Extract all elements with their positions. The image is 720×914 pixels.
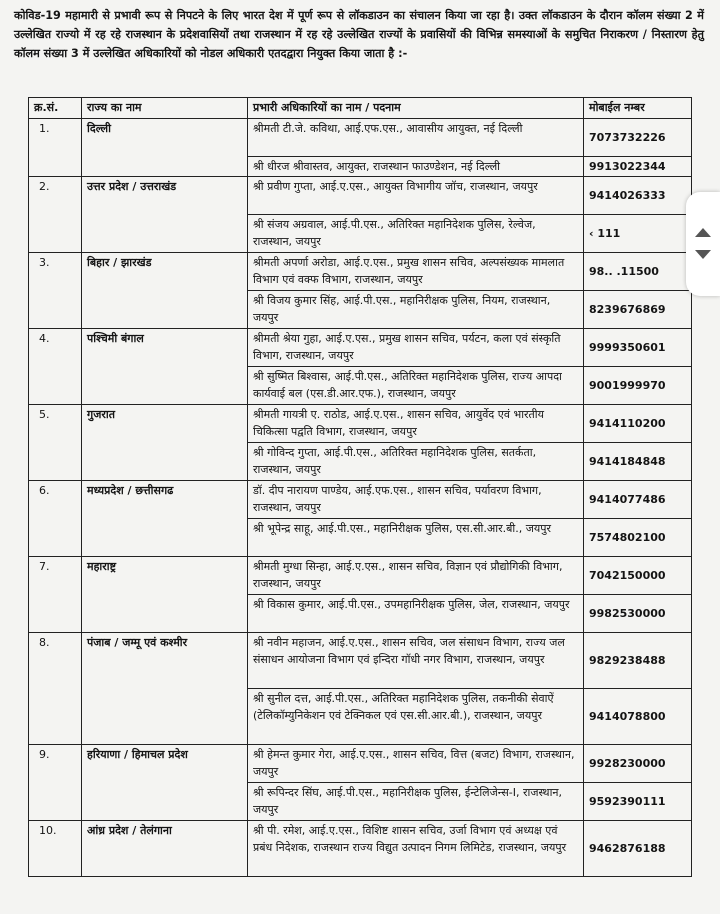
nodal-officers-table xyxy=(28,97,692,877)
officer-cell: श्री भूपेन्द्र साहू, आई.पी.एस., महानिरीक्षक पुलिस, एस.सी.आर.बी., जयपुर xyxy=(248,519,584,557)
state-name-cell: उत्तर प्रदेश / उत्तराखंड xyxy=(82,177,248,253)
serial-number-cell: 3. xyxy=(29,253,82,329)
header-officer: प्रभारी अधिकारियों का नाम / पदनाम xyxy=(248,98,584,119)
officer-cell: श्री संजय अग्रवाल, आई.पी.एस., अतिरिक्त महानिदेशक पुलिस, रेल्वेज, राजस्थान, जयपुर xyxy=(248,215,584,253)
header-mobile: मोबाईल नम्बर xyxy=(584,98,692,119)
officer-cell: श्रीमती श्रेया गुहा, आई.ए.एस., प्रमुख शासन सचिव, पर्यटन, कला एवं संस्कृति विभाग, राजस्थान, जयपुर xyxy=(248,329,584,367)
officer-cell: श्रीमती अपर्णा अरोडा, आई.ए.एस., प्रमुख शासन सचिव, अल्पसंख्यक मामलात विभाग एवं वक्फ विभाग, राजस्थान, जयपुर xyxy=(248,253,584,291)
mobile-number-cell: 7073732226 xyxy=(584,119,692,157)
officer-cell: श्रीमती गायत्री ए. राठोड, आई.ए.एस., शासन सचिव, आयुर्वेद एवं भारतीय चिकित्सा पद्वति विभाग, राजस्थान, जयपुर xyxy=(248,405,584,443)
officer-cell: श्री पी. रमेश, आई.ए.एस., विशिष्ट शासन सचिव, उर्जा विभाग एवं अध्यक्ष एवं प्रबंध निदेशक, राजस्थान राज्य विद्युत उत्पादन निगम लिमिटेड, राजस्थान, जयपुर xyxy=(248,821,584,877)
table-row xyxy=(29,557,692,595)
table-row xyxy=(29,405,692,443)
mobile-number-cell: 9414077486 xyxy=(584,481,692,519)
mobile-number-cell: 9414184848 xyxy=(584,443,692,481)
serial-number-cell: 1. xyxy=(29,119,82,177)
state-name-cell: गुजरात xyxy=(82,405,248,481)
mobile-number-cell: 9592390111 xyxy=(584,783,692,821)
state-name-cell: दिल्ली xyxy=(82,119,248,177)
officer-cell: श्री नवीन महाजन, आई.ए.एस., शासन सचिव, जल संसाधन विभाग, राज्य जल संसाधन आयोजना विभाग एवं इन्दिरा गॉधी नगर विभाग, राजस्थान, जयपुर xyxy=(248,633,584,689)
state-name-cell: पश्चिमी बंगाल xyxy=(82,329,248,405)
serial-number-cell: 4. xyxy=(29,329,82,405)
officer-cell: श्रीमती टी.जे. कविथा, आई.एफ.एस., आवासीय आयुक्त, नई दिल्ली xyxy=(248,119,584,157)
officer-cell: श्री धीरज श्रीवास्तव, आयुक्त, राजस्थान फाउण्डेशन, नई दिल्ली xyxy=(248,157,584,177)
state-name-cell: बिहार / झारखंड xyxy=(82,253,248,329)
table-row xyxy=(29,821,692,877)
officer-cell: श्री गोविन्द गुप्ता, आई.पी.एस., अतिरिक्त महानिदेशक पुलिस, सतर्कता, राजस्थान, जयपुर xyxy=(248,443,584,481)
mobile-number-cell: 9414026333 xyxy=(584,177,692,215)
mobile-number-cell: 7574802100 xyxy=(584,519,692,557)
mobile-number-cell: ‹ 111 xyxy=(584,215,692,253)
serial-number-cell: 10. xyxy=(29,821,82,877)
state-name-cell: महाराष्ट्र xyxy=(82,557,248,633)
scroll-down-icon[interactable] xyxy=(695,250,711,259)
officer-cell: श्री विजय कुमार सिंह, आई.पी.एस., महानिरीक्षक पुलिस, नियम, राजस्थान, जयपुर xyxy=(248,291,584,329)
mobile-number-cell: 98.. .11500 xyxy=(584,253,692,291)
table-row xyxy=(29,745,692,783)
intro-paragraph: कोविड-19 महामारी से प्रभावी रूप से निपटने के लिए भारत देश में पूर्ण रूप से लॉकडाउन का संचालन किया जा रहा है। उक्त लॉकडाउन के दौरान कॉलम संख्या 2 में उल्लेखित राज्यो में रह रहे राजस्थान के प्रदेशवासियों तथा राजस्थान में रह रहे उल्लेखित राज्यों के प्रवासियों की विभिन्न समस्याओं के समुचित निराकरण / निस्तारण हेतु कॉलम संख्या 3 में उल्लेखित अधिकारियों को नोडल अधिकारी एतदद्वारा नियुक्त किया जाता है :- xyxy=(14,9,704,60)
mobile-number-cell: 9001999970 xyxy=(584,367,692,405)
mobile-number-cell: 9928230000 xyxy=(584,745,692,783)
table-body xyxy=(29,119,692,877)
officer-cell: श्री विकास कुमार, आई.पी.एस., उपमहानिरीक्षक पुलिस, जेल, राजस्थान, जयपुर xyxy=(248,595,584,633)
state-name-cell: पंजाब / जम्मू एवं कश्मीर xyxy=(82,633,248,745)
table-row xyxy=(29,177,692,215)
scroll-control[interactable] xyxy=(686,192,720,296)
officer-cell: श्री सुष्मित बिश्वास, आई.पी.एस., अतिरिक्त महानिदेशक पुलिस, राज्य आपदा कार्यवाई बल (एस.डी.आर.एफ.), राजस्थान, जयपुर xyxy=(248,367,584,405)
serial-number-cell: 9. xyxy=(29,745,82,821)
table-row xyxy=(29,481,692,519)
mobile-number-cell: 7042150000 xyxy=(584,557,692,595)
header-state: राज्य का नाम xyxy=(82,98,248,119)
table-row xyxy=(29,329,692,367)
officer-cell: श्री हेमन्त कुमार गेरा, आई.ए.एस., शासन सचिव, वित्त (बजट) विभाग, राजस्थान, जयपुर xyxy=(248,745,584,783)
scroll-up-icon[interactable] xyxy=(695,228,711,237)
officer-cell: श्रीमती मुग्धा सिन्हा, आई.ए.एस., शासन सचिव, विज्ञान एवं प्रौद्योगिकी विभाग, राजस्थान, जयपुर xyxy=(248,557,584,595)
table-row xyxy=(29,633,692,689)
state-name-cell: आंध्र प्रदेश / तेलंगाना xyxy=(82,821,248,877)
mobile-number-cell: 9414110200 xyxy=(584,405,692,443)
state-name-cell: हरियाणा / हिमाचल प्रदेश xyxy=(82,745,248,821)
mobile-number-cell: 9414078800 xyxy=(584,689,692,745)
mobile-number-cell: 9829238488 xyxy=(584,633,692,689)
serial-number-cell: 8. xyxy=(29,633,82,745)
serial-number-cell: 7. xyxy=(29,557,82,633)
state-name-cell: मध्यप्रदेश / छत्तीसगढ xyxy=(82,481,248,557)
officer-cell: श्री सुनील दत्त, आई.पी.एस., अतिरिक्त महानिदेशक पुलिस, तकनीकी सेवाऐं (टेलिकॉम्युनिकेशन एवं टेक्निकल एवं एस.सी.आर.बी.), राजस्थान, जयपुर xyxy=(248,689,584,745)
table-row xyxy=(29,119,692,157)
table-row xyxy=(29,253,692,291)
header-sno: क्र.सं. xyxy=(29,98,82,119)
serial-number-cell: 5. xyxy=(29,405,82,481)
officer-cell: श्री प्रवीण गुप्ता, आई.ए.एस., आयुक्त विभागीय जॉच, राजस्थान, जयपुर xyxy=(248,177,584,215)
serial-number-cell: 6. xyxy=(29,481,82,557)
mobile-number-cell: 9913022344 xyxy=(584,157,692,177)
officer-cell: श्री रूपिन्दर सिंघ, आई.पी.एस., महानिरीक्षक पुलिस, ईन्टेलिजेन्स-I, राजस्थान, जयपुर xyxy=(248,783,584,821)
mobile-number-cell: 9462876188 xyxy=(584,821,692,877)
serial-number-cell: 2. xyxy=(29,177,82,253)
mobile-number-cell: 8239676869 xyxy=(584,291,692,329)
mobile-number-cell: 9999350601 xyxy=(584,329,692,367)
table-header-row xyxy=(29,98,692,119)
officer-cell: डॉ. दीप नारायण पाण्डेय, आई.एफ.एस., शासन सचिव, पर्यावरण विभाग, राजस्थान, जयपुर xyxy=(248,481,584,519)
mobile-number-cell: 9982530000 xyxy=(584,595,692,633)
